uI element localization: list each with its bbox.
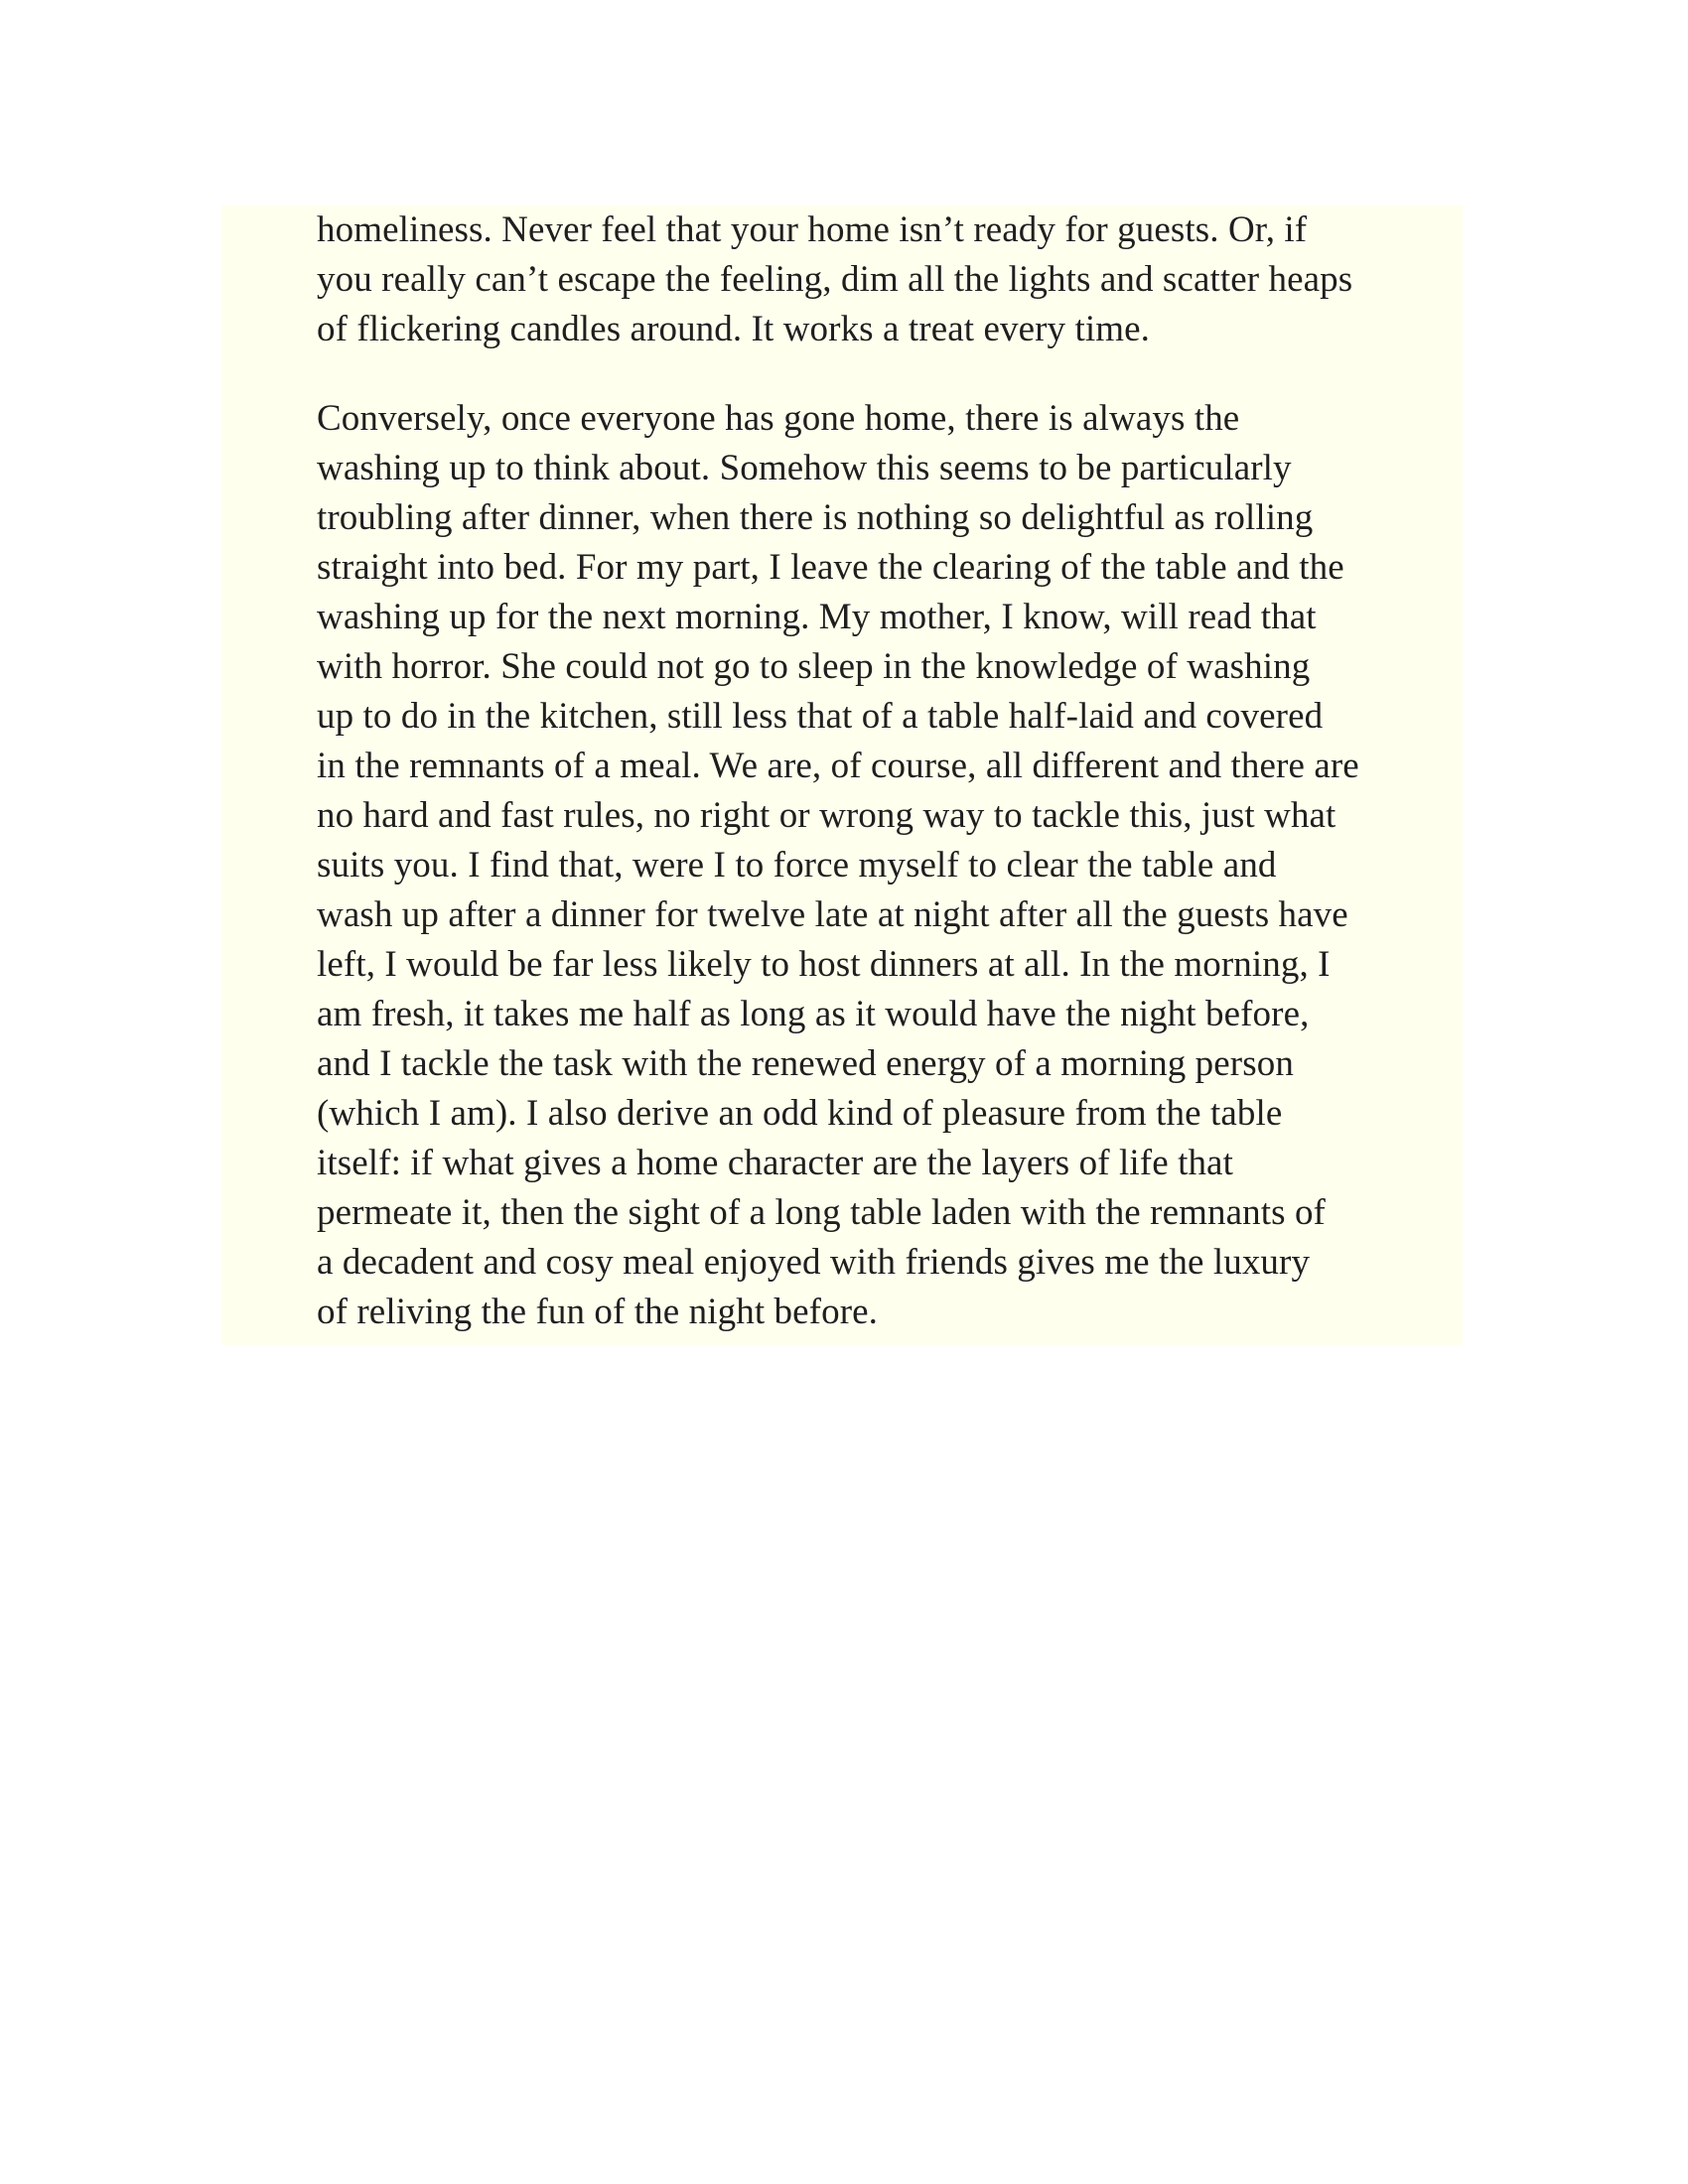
paragraph: homeliness. Never feel that your home isn’t ready for guests. Or, if you really can’t escape the feeling, dim all the lights and scatter heaps of flickering candles around. It works a treat every time.: [317, 209, 1353, 349]
page-text-block: [221, 205, 1463, 1345]
paragraph: Conversely, once everyone has gone home, there is always the washing up to think about. Somehow this seems to be particularly troubling after dinner, when there is nothing so delightful as rolling straight into bed. For my part, I leave the clearing of the table and the washing up for the next morning. My mother, I know, will read that with horror. She could not go to sleep in the knowledge of washing up to do in the kitchen, still less that of a table half-laid and covered in the remnants of a meal. We are, of course, all different and there are no hard and fast rules, no right or wrong way to tackle this, just what suits you. I find that, were I to force myself to clear the table and wash up after a dinner for twelve late at night after all the guests have left, I would be far less likely to host dinners at all. In the morning, I am fresh, it takes me half as long as it would have the night before, and I tackle the task with the renewed energy of a morning person (which I am). I also derive an odd kind of pleasure from the table itself: if what gives a home character are the layers of life that permeate it, then the sight of a long table laden with the remnants of a decadent and cosy meal enjoyed with friends gives me the luxury of reliving the fun of the night before.: [317, 398, 1359, 1332]
